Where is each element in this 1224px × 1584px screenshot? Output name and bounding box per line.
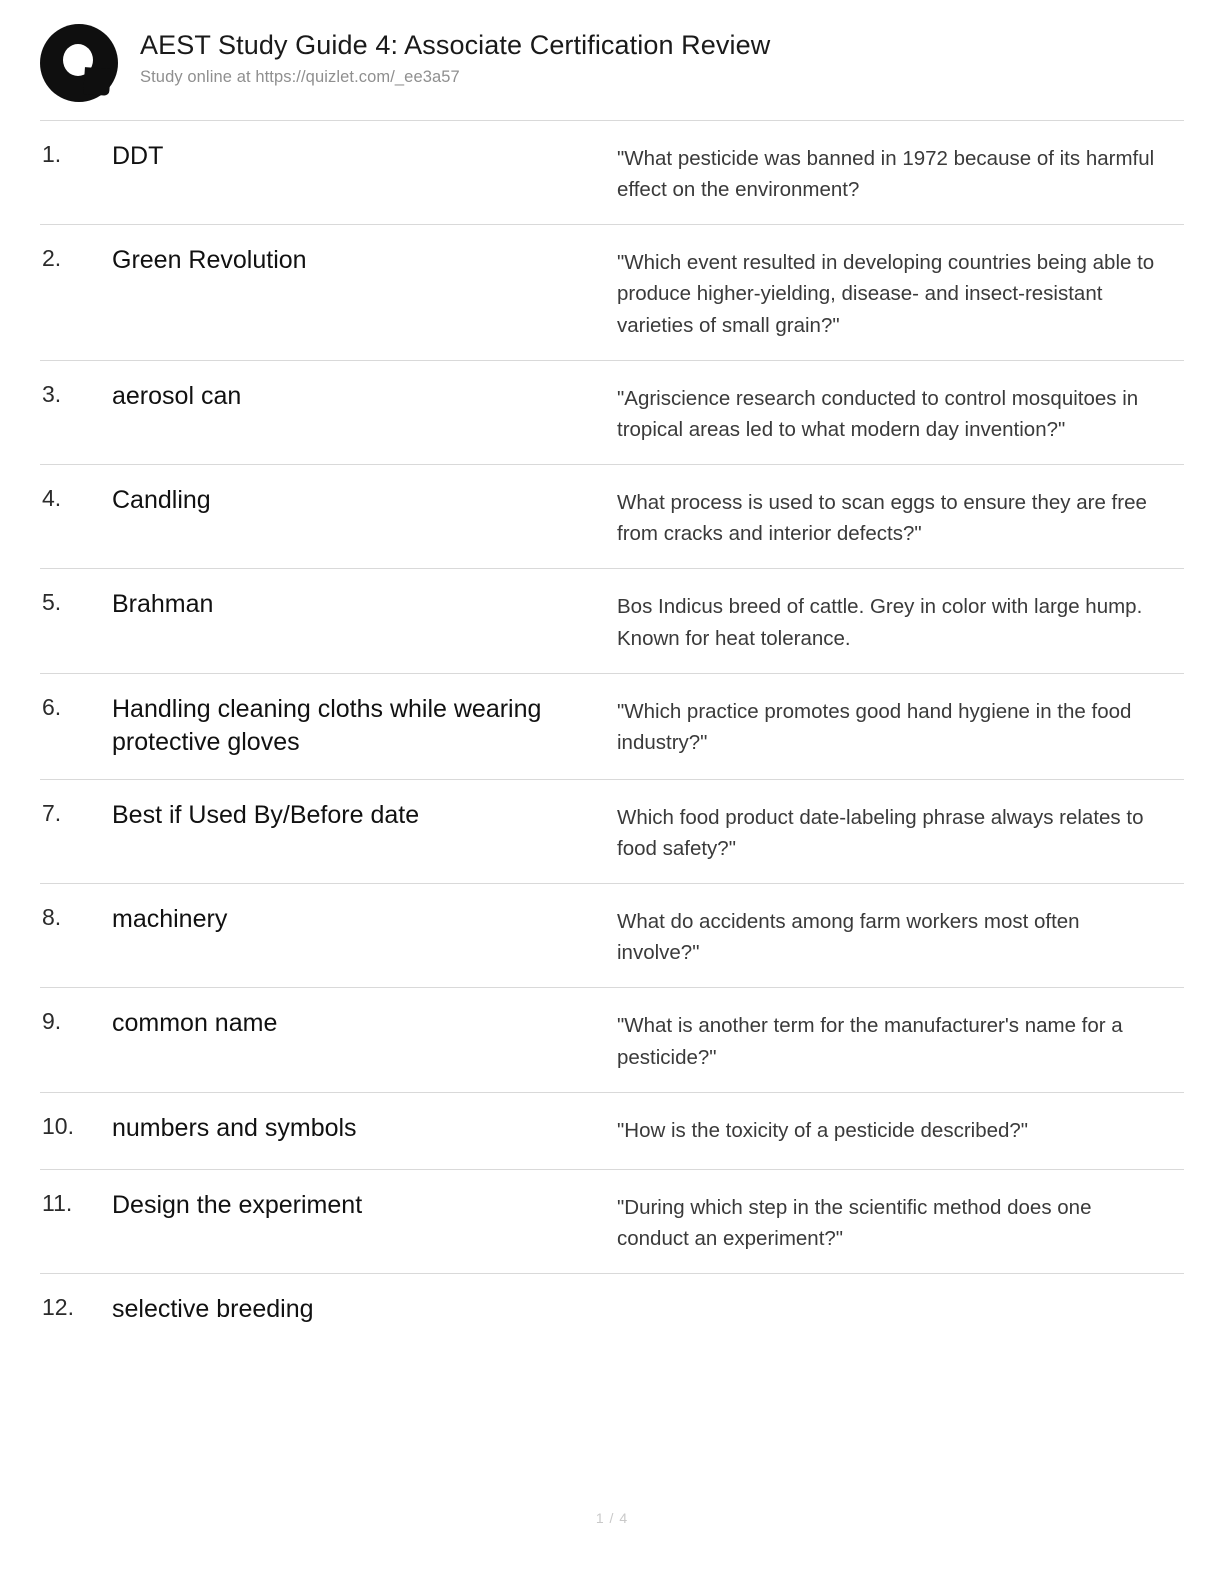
table-row [40, 1274, 1184, 1350]
table-row [40, 1170, 1184, 1274]
row-definition: "What is another term for the manufacturer's name for a pesticide?" [617, 1014, 1123, 1069]
document-header [40, 0, 1184, 106]
row-definition: "Agriscience research conducted to control mosquitoes in tropical areas led to what modern day invention?" [617, 386, 1139, 441]
row-term: Green Revolution [112, 246, 307, 275]
table-row [40, 361, 1184, 465]
row-definition: Which food product date-labeling phrase always relates to food safety?" [617, 805, 1144, 860]
page-title: AEST Study Guide 4: Associate Certification Review [140, 30, 771, 60]
table-row [40, 1093, 1184, 1170]
row-number: 3. [42, 380, 62, 407]
row-definition: Bos Indicus breed of cattle. Grey in color with large hump. Known for heat tolerance. [617, 595, 1143, 650]
table-row [40, 465, 1184, 569]
row-term: Brahman [112, 590, 214, 619]
table-row [40, 121, 1184, 225]
row-number: 6. [42, 693, 62, 720]
table-row [40, 225, 1184, 360]
row-term: common name [112, 1009, 278, 1038]
row-number: 8. [42, 904, 62, 931]
row-number: 9. [42, 1008, 62, 1035]
row-number: 4. [42, 485, 62, 512]
table-row [40, 674, 1184, 780]
row-term: Candling [112, 486, 211, 515]
row-definition: What do accidents among farm workers most often involve?" [617, 910, 1080, 965]
row-definition: "Which event resulted in developing countries being able to produce higher-yielding, disease- and insect-resistant varieties of small grain?" [617, 251, 1155, 337]
table-row [40, 884, 1184, 988]
page-footer: 1 / 4 [595, 1510, 629, 1526]
row-term: DDT [112, 142, 164, 170]
row-term: aerosol can [112, 381, 242, 410]
terms-list [40, 120, 1184, 1350]
row-term: numbers and symbols [112, 1113, 357, 1142]
table-row [40, 569, 1184, 673]
header-text [140, 22, 770, 87]
row-term: machinery [112, 905, 228, 934]
row-number: 10. [42, 1112, 74, 1139]
row-term: Handling cleaning cloths while wearing protective gloves [112, 694, 542, 757]
row-number: 1. [42, 141, 62, 167]
row-definition: "How is the toxicity of a pesticide described?" [617, 1118, 1029, 1142]
quizlet-logo-icon [40, 24, 118, 102]
row-number: 2. [42, 245, 62, 272]
row-definition [617, 1293, 1184, 1296]
row-term: selective breeding [112, 1294, 314, 1323]
row-number: 12. [42, 1293, 74, 1320]
row-definition: What process is used to scan eggs to ensure they are free from cracks and interior defects?" [617, 491, 1147, 546]
row-definition: "What pesticide was banned in 1972 because of its harmful effect on the environment? [617, 147, 1155, 202]
study-online-link[interactable]: Study online at https://quizlet.com/_ee3a57 [140, 68, 460, 87]
row-definition: "Which practice promotes good hand hygiene in the food industry?" [617, 699, 1132, 754]
row-term: Design the experiment [112, 1190, 363, 1219]
row-term: Best if Used By/Before date [112, 800, 420, 829]
row-number: 7. [42, 799, 62, 826]
row-definition: "During which step in the scientific method does one conduct an experiment?" [617, 1195, 1092, 1250]
table-row [40, 780, 1184, 884]
row-number: 5. [42, 589, 62, 616]
row-number: 11. [42, 1189, 73, 1216]
table-row [40, 988, 1184, 1092]
